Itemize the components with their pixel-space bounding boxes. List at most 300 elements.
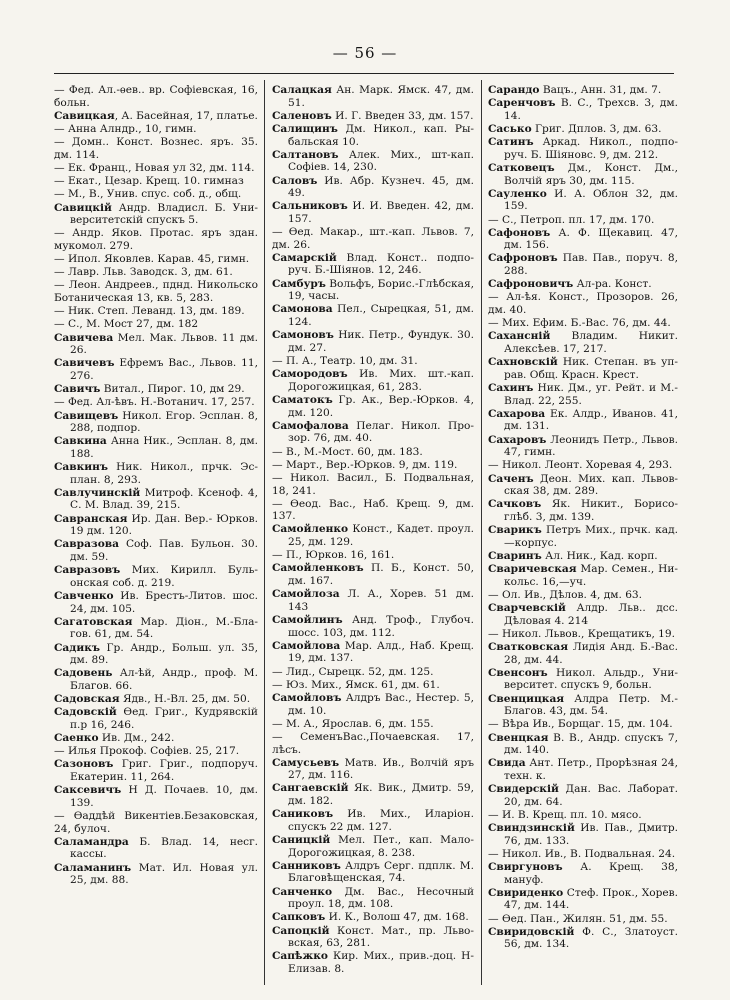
entry-details: Ник. Никол., прчк. Эсплан. 8, 293.: [70, 461, 258, 486]
entry-details: — В., М.-Мост. 60, дм. 183.: [272, 445, 423, 458]
entry-surname: Салацкая: [272, 84, 332, 96]
directory-entry: [54, 136, 258, 161]
directory-entry: [54, 487, 258, 512]
directory-entry: [54, 706, 258, 731]
directory-entry: [488, 317, 678, 330]
entry-details: Ир. Дан. Вер.- Юрков. 19 дм. 120.: [70, 512, 258, 538]
directory-entry: [272, 886, 474, 911]
directory-entry: [488, 97, 678, 122]
directory-entry: [272, 394, 474, 419]
entry-surname: Сапоцкій: [272, 924, 330, 937]
entry-surname: Сальниковъ: [272, 200, 348, 213]
directory-entry: [488, 693, 678, 718]
entry-details: Соф. Пав. Бульон. 30. дм. 59.: [70, 538, 258, 564]
entry-surname: Сатковецъ: [488, 161, 555, 174]
entry-details: Никол. Егор. Эсплан. 8, 288, подпор.: [70, 409, 258, 435]
entry-details: Деон. Мих. кап. Львовская 38, дм. 289.: [504, 472, 678, 498]
entry-details: — Ал-ѣя. Конст., Прозоров. 26, дм. 40.: [488, 291, 678, 317]
directory-entry: [272, 782, 474, 807]
entry-details: Пав. Пав., поруч. 8, 288.: [504, 252, 678, 278]
entry-details: — Никол. Леонт. Хоревая 4, 293.: [488, 459, 673, 472]
directory-entry: [488, 861, 678, 886]
entry-surname: Саченъ: [488, 472, 534, 485]
entry-details: — П. А., Театр. 10, дм. 31.: [272, 355, 418, 367]
page-number: — 56 —: [332, 44, 398, 62]
directory-entry: [488, 926, 678, 951]
directory-entry: [272, 252, 474, 277]
entry-surname: Савищевъ: [54, 409, 119, 422]
entry-surname: Сауленко: [488, 187, 547, 200]
entry-details: Л. А., Хорев. 51 дм. 143: [288, 588, 474, 613]
entry-details: Витал., Пирог. 10, дм 29.: [100, 383, 245, 396]
entry-details: — Ол. Ив., Дѣлов. 4, дм. 63.: [488, 588, 643, 601]
directory-entry: [272, 562, 474, 587]
entry-details: — Ипол. Яковлев. Карав. 45, гимн.: [54, 253, 250, 266]
entry-surname: Савицкій: [54, 201, 112, 214]
entry-surname: Саниковъ: [272, 808, 334, 821]
entry-details: Н Д. Почаев. 10, дм. 139.: [70, 784, 258, 809]
directory-entry: [272, 731, 474, 756]
entry-surname: Сахновскій: [488, 356, 558, 369]
directory-entry: [54, 188, 258, 201]
directory-entry: [54, 642, 258, 667]
directory-entry: [488, 123, 678, 136]
entry-details: Алек. Мих., шт-кап. Софіев. 14, 230.: [288, 148, 474, 174]
entry-details: Ал-ѣй, Андр., проф. М. Благов. 66.: [70, 667, 258, 692]
entry-details: Андр. Владисл. Б. Университетскій спускъ 5.: [70, 201, 258, 227]
directory-entry: [54, 175, 258, 188]
entry-details: Як. Вик., Дмитр. 59, дм. 182.: [288, 782, 474, 808]
entry-surname: Салтановъ: [272, 148, 339, 161]
entry-surname: Савичева: [54, 331, 114, 344]
entry-surname: Самойловъ: [272, 691, 342, 704]
directory-entry: [54, 227, 258, 252]
entry-details: , А. Басейная, 17, платье.: [114, 109, 258, 122]
entry-details: — С., М. Мост 27, дм. 182: [54, 318, 199, 331]
entry-details: — Домн.. Конст. Вознес. яръ. 35. дм. 114.: [54, 136, 258, 161]
entry-details: — Ѳеод. Вас., Наб. Крещ. 9, дм. 137.: [272, 497, 474, 523]
entry-details: Ник. Степан. въ управ. Общ. Красн. Крест.: [504, 356, 678, 381]
directory-entry: [488, 602, 678, 627]
entry-surname: Сваринъ: [488, 549, 542, 562]
directory-entry: [272, 472, 474, 497]
entry-surname: Самофалова: [272, 419, 349, 432]
entry-details: П. Б., Конст. 50, дм. 167.: [288, 562, 474, 588]
entry-details: — Илья Прокоф. Софіев. 25, 217.: [54, 745, 240, 758]
entry-details: — Юз. Мих., Ямск. 61, дм. 61.: [272, 678, 440, 691]
entry-details: — И. В. Крещ. пл. 10. мясо.: [488, 808, 642, 821]
directory-entry: [54, 410, 258, 435]
directory-entry: [272, 549, 474, 562]
entry-details: Дм., Конст. Дм., Волчій яръ 30, дм. 115.: [504, 161, 678, 187]
entry-details: Мар. Діон., М.-Благов. 61, дм. 54.: [70, 615, 258, 641]
entry-surname: Саренчовъ: [488, 97, 556, 110]
entry-surname: Сватковская: [488, 640, 569, 653]
directory-entry: [54, 810, 258, 835]
directory-entry: [54, 732, 258, 745]
entry-surname: Сварчевскій: [488, 602, 566, 614]
directory-entry: [272, 123, 474, 148]
entry-details: Алдръ Вас., Нестер. 5, дм. 10.: [288, 691, 474, 717]
entry-surname: Савлучинскій: [54, 486, 141, 499]
entry-surname: Сатинъ: [488, 136, 534, 149]
directory-entry: [272, 718, 474, 731]
entry-details: И. К., Волош 47, дм. 168.: [325, 911, 469, 924]
directory-entry: [54, 332, 258, 357]
entry-details: Дан. Вас. Лаборат. 20, дм. 64.: [504, 783, 678, 808]
entry-details: Мел. Пет., кап. Мало-Дорогожицкая, 8. 238.: [288, 834, 474, 859]
entry-details: Мар. Семен., Никольс. 16,—уч.: [504, 563, 678, 588]
directory-entry: [272, 666, 474, 679]
entry-details: Ник. Петр., Фундук. 30. дм. 27.: [288, 329, 474, 354]
entry-details: Анна Ник., Эсплан. 8, дм. 188.: [70, 435, 258, 460]
directory-entry: [488, 757, 678, 782]
entry-surname: Сагатовская: [54, 615, 133, 628]
entry-details: — Фед. Ал-ѣвъ. Н.-Вотанич. 17, 257.: [54, 396, 255, 409]
directory-entry: [54, 667, 258, 692]
directory-entry: [54, 253, 258, 266]
directory-entry: [488, 887, 678, 912]
directory-entry: [54, 110, 258, 123]
directory-entry: [272, 110, 474, 123]
entry-details: Григ. Григ., подпоруч. Екатерин. 11, 264.: [70, 758, 258, 784]
entry-surname: Саловъ: [272, 174, 318, 187]
entry-surname: Свиндзинскій: [488, 822, 575, 835]
entry-details: Дм. Вас., Несочный проул. 18, дм. 108.: [288, 885, 474, 911]
entry-details: Ив. Абр. Кузнеч. 45, дм. 49.: [288, 174, 474, 200]
directory-entry: [488, 641, 678, 666]
entry-surname: Савицкая: [54, 109, 115, 122]
directory-entry: [272, 303, 474, 328]
directory-entry: [54, 266, 258, 279]
entry-details: Як. Никит., Борисоглѣб. 3, дм. 139.: [504, 498, 678, 523]
entry-surname: Самонова: [272, 303, 333, 316]
entry-details: — Никол. Ив., В. Подвальная. 24.: [488, 847, 676, 860]
entry-details: А. Крещ. 38, мануф.: [504, 861, 678, 886]
entry-details: — Мих. Ефим. Б.-Вас. 76, дм. 44.: [488, 317, 671, 330]
entry-details: Ник. Дм., уг. Рейт. и М.-Влад. 22, 255.: [504, 381, 678, 407]
directory-entry: [488, 848, 678, 861]
directory-entry: [54, 202, 258, 227]
entry-details: А. Ф. Щекавиц. 47, дм. 156.: [504, 226, 678, 252]
directory-entry: [488, 589, 678, 602]
entry-surname: Савразовъ: [54, 564, 121, 577]
directory-entry: [488, 382, 678, 407]
directory-entry: [54, 435, 258, 460]
entry-details: Гр. Андр., Больш. ул. 35, дм. 89.: [70, 641, 258, 667]
entry-details: Дм. Никол., кап. Рыбальская 10.: [288, 122, 474, 148]
entry-details: — Андр. Яков. Протас. яръ здан. мукомол. 279.: [54, 227, 258, 252]
directory-entry: [488, 822, 678, 847]
directory-entry: [488, 524, 678, 549]
directory-entry: [54, 590, 258, 615]
entry-details: — М. А., Ярослав. 6, дм. 155.: [272, 717, 434, 730]
entry-surname: Сачковъ: [488, 498, 542, 511]
entry-details: Митроф. Ксеноф. 4, С. М. Влад. 39, 215.: [70, 486, 258, 512]
directory-entry: [488, 718, 678, 731]
entry-surname: Сахарова: [488, 407, 546, 420]
entry-surname: Свенцицкая: [488, 692, 565, 705]
entry-details: — Ник. Степ. Леванд. 13, дм. 189.: [54, 305, 245, 318]
entry-details: И. Г. Введен 33, дм. 157.: [331, 109, 474, 122]
directory-entry: [272, 420, 474, 445]
entry-details: Ф. С., Златоуст. 56, дм. 134.: [504, 925, 678, 951]
entry-details: Ив. Брестъ-Литов. шос. 24, дм. 105.: [70, 590, 258, 615]
entry-details: — Лид., Сырецк. 52, дм. 125.: [272, 665, 434, 678]
entry-surname: Савичевъ: [54, 357, 115, 370]
entry-details: Пел., Сырецкая, 51, дм. 124.: [288, 303, 474, 329]
entry-details: Гр. Ак., Вер.-Юрков. 4, дм. 120.: [288, 393, 474, 419]
entry-surname: Самоновъ: [272, 329, 334, 342]
entry-surname: Саламанинъ: [54, 861, 132, 874]
entry-surname: Сасько: [488, 122, 532, 135]
directory-entry: [54, 123, 258, 136]
entry-surname: Самойлоза: [272, 588, 340, 601]
entry-surname: Свенсонъ: [488, 666, 548, 679]
entry-surname: Самойленко: [272, 523, 349, 536]
directory-entry: [54, 461, 258, 486]
entry-surname: Саламандра: [54, 835, 129, 848]
directory-entry: [488, 809, 678, 822]
entry-surname: Саксевичъ: [54, 784, 122, 797]
entry-surname: Сварикъ: [488, 524, 542, 537]
directory-entry: [54, 616, 258, 641]
entry-details: Ив. Мих. шт.-кап. Дорогожицкая, 61, 283.: [288, 368, 474, 393]
directory-entry: [272, 860, 474, 885]
entry-details: — М., В., Унив. спус. соб. д., общ.: [54, 188, 242, 201]
entry-surname: Сахаровъ: [488, 433, 547, 446]
directory-entry: [488, 278, 678, 291]
entry-surname: Свида: [488, 757, 526, 770]
entry-details: Б. Влад. 14, несг. кассы.: [70, 835, 258, 861]
directory-entry: [272, 834, 474, 859]
directory-entry: [272, 84, 474, 109]
entry-surname: Свиргуновъ: [488, 861, 563, 873]
entry-details: Мел. Мак. Львов. 11 дм. 26.: [70, 331, 258, 357]
entry-details: Ант. Петр., Прорѣзная 24, техн. к.: [504, 757, 678, 782]
entry-surname: Санниковъ: [272, 859, 341, 872]
entry-surname: Саматокъ: [272, 393, 333, 406]
entry-details: Петръ Мих., прчк. кад. —корпус.: [504, 524, 678, 549]
directory-entry: [54, 745, 258, 758]
directory-entry: [488, 162, 678, 187]
entry-details: Вольфъ, Борис.-Глѣбская, 19, часы.: [288, 277, 475, 303]
entry-details: Ив. Пав., Дмитр. 76, дм. 133.: [504, 822, 678, 847]
directory-entry: [488, 214, 678, 227]
directory-entry: [488, 783, 678, 808]
entry-details: Ефремъ Вас., Львов. 11, 276.: [70, 357, 258, 382]
directory-entry: [54, 383, 258, 396]
entry-surname: Сахансній: [488, 330, 551, 343]
entry-surname: Сазоновъ: [54, 758, 114, 771]
directory-entry: [54, 513, 258, 538]
directory-entry: [54, 162, 258, 175]
entry-details: В. В., Андр. спускъ 7, дм. 140.: [504, 731, 678, 757]
entry-surname: Самбуръ: [272, 277, 326, 290]
directory-entry: [488, 550, 678, 563]
entry-surname: Сваричевская: [488, 563, 577, 576]
directory-entry: [488, 563, 678, 588]
directory-entry: [488, 913, 678, 926]
entry-details: Лидія Анд. Б.-Вас. 28, дм. 44.: [504, 640, 678, 666]
column-3: [488, 84, 678, 984]
entry-details: — СеменъВас.,Почаевская. 17, лѣсъ.: [272, 730, 474, 756]
directory-entry: [488, 667, 678, 692]
entry-surname: Сапѣжко: [272, 950, 328, 963]
directory-entry: [488, 188, 678, 213]
entry-details: Мат. Ил. Новая ул. 25, дм. 88.: [70, 861, 258, 887]
entry-surname: Сафроновъ: [488, 252, 558, 265]
entry-details: Алдръ Серг. пдплк. М. Благовѣщенская, 74.: [288, 859, 474, 885]
entry-details: Конст. Мат., пр. Львовская, 63, 281.: [288, 924, 474, 950]
entry-details: — Лавр. Льв. Заводск. 3, дм. 61.: [54, 266, 233, 279]
directory-entry: [54, 836, 258, 861]
directory-entry: [272, 226, 474, 251]
entry-details: Ив. Мих., Иларіон. спускъ 22 дм. 127.: [288, 808, 474, 833]
directory-entry: [488, 628, 678, 641]
directory-entry: [54, 564, 258, 589]
directory-entry: [272, 614, 474, 639]
entry-details: — С., Петроп. пл. 17, дм. 170.: [488, 213, 655, 226]
directory-entry: [488, 732, 678, 757]
entry-surname: Садовень: [54, 667, 113, 680]
entry-details: — Ек. Франц., Новая ул 32, дм. 114.: [54, 161, 255, 174]
header-rule: [54, 73, 674, 74]
directory-entry: [54, 396, 258, 409]
entry-details: — Вѣра Ив., Борщаг. 15, дм. 104.: [488, 718, 673, 731]
entry-surname: Саницкій: [272, 834, 331, 847]
entry-surname: Свенцкая: [488, 731, 549, 744]
entry-surname: Сангаевскій: [272, 782, 349, 795]
directory-entry: [272, 200, 474, 225]
directory-entry: [272, 692, 474, 717]
entry-surname: Самойленковъ: [272, 562, 364, 575]
entry-surname: Самойлинъ: [272, 614, 343, 626]
entry-details: Мар. Алд., Наб. Крещ. 19, дм. 137.: [288, 639, 474, 665]
column-1: [54, 84, 258, 984]
directory-entry: [54, 305, 258, 318]
directory-entry: [272, 925, 474, 950]
entry-surname: Сафроновичъ: [488, 278, 574, 291]
entry-surname: Санченко: [272, 885, 333, 898]
entry-surname: Садикъ: [54, 641, 100, 654]
entry-details: Никол. Альдр., Университет. спускъ 9, больн.: [504, 666, 678, 692]
directory-entry: [54, 693, 258, 706]
directory-entry: [272, 498, 474, 523]
directory-entry: [272, 368, 474, 393]
entry-details: Конст., Кадет. проул. 25, дм. 129.: [288, 523, 474, 549]
entry-surname: Сарандо: [488, 84, 540, 96]
entry-details: Ан. Марк. Ямск. 47, дм. 51.: [288, 84, 474, 109]
directory-entry: [488, 459, 678, 472]
directory-entry: [488, 227, 678, 252]
column-divider: [264, 80, 265, 985]
entry-details: — Никол. Львов., Крещатикъ, 19.: [488, 627, 676, 640]
entry-surname: Савразова: [54, 538, 119, 551]
entry-details: Алдр. Льв.. дсс. Дѣловая 4. 214: [504, 602, 678, 627]
directory-entry: [488, 498, 678, 523]
entry-surname: Самусьевъ: [272, 756, 340, 769]
entry-surname: Самойлова: [272, 639, 341, 652]
directory-entry: [488, 473, 678, 498]
entry-details: И. А. Облон 32, дм. 159.: [504, 187, 678, 213]
entry-details: Владим. Никит. Алексѣев. 17, 217.: [504, 330, 678, 355]
entry-details: Ѳед. Григ., Кудрявскій п.р 16, 246.: [70, 706, 258, 731]
entry-details: Ядв., Н.-Вл. 25, дм. 50.: [119, 693, 251, 706]
directory-entry: [272, 149, 474, 174]
entry-details: — Март., Вер.-Юрков. 9, дм. 119.: [272, 458, 458, 471]
entry-details: — Ѳед. Пан., Жилян. 51, дм. 55.: [488, 912, 668, 925]
directory-entry: [272, 808, 474, 833]
entry-details: Пелаг. Никол. Прозор. 76, дм. 40.: [288, 419, 474, 445]
entry-details: — Ѳед. Макар., шт.-кап. Львов. 7, дм. 26.: [272, 226, 474, 251]
entry-details: Матв. Ив., Волчій яръ 27, дм. 116.: [288, 756, 474, 782]
entry-details: Стеф. Прок., Хорев. 47, дм. 144.: [504, 886, 678, 912]
column-divider: [481, 80, 482, 985]
directory-entry: [272, 278, 474, 303]
entry-surname: Самарскій: [272, 251, 337, 264]
entry-surname: Саленовъ: [272, 109, 332, 122]
directory-entry: [488, 408, 678, 433]
entry-surname: Савченко: [54, 590, 114, 602]
entry-surname: Сапковъ: [272, 911, 326, 924]
entry-surname: Самородовъ: [272, 368, 348, 381]
entry-details: Григ. Дплов. 3, дм. 63.: [531, 122, 662, 135]
entry-details: Аркад. Никол., подпоруч. Б. Шіяновс. 9, дм. 212.: [504, 136, 678, 161]
entry-details: Ал-ра. Конст.: [573, 278, 652, 291]
directory-entry: [272, 588, 474, 613]
directory-entry: [272, 757, 474, 782]
directory-entry: [54, 279, 258, 304]
entry-surname: Салищинъ: [272, 122, 338, 135]
directory-entry: [54, 357, 258, 382]
directory-entry: [488, 136, 678, 161]
entry-details: — Леон. Андреев., пднд. Никольско Ботаническая 13, кв. 5, 283.: [54, 279, 258, 305]
directory-entry: [54, 758, 258, 783]
directory-entry: [488, 291, 678, 316]
entry-surname: Садовскій: [54, 706, 117, 719]
entry-details: Мих. Кирилл. Бульонская соб. д. 219.: [70, 564, 258, 589]
directory-entry: [54, 318, 258, 331]
entry-surname: Савкина: [54, 435, 107, 448]
entry-details: Алдра Петр. М.-Благов. 43, дм. 54.: [504, 692, 678, 718]
directory-entry: [272, 950, 474, 975]
entry-details: Вацъ., Анн. 31, дм. 7.: [539, 84, 662, 96]
entry-details: — Фед. Ал.-ѳев.. вр. Софіевская, 16, больн.: [54, 84, 258, 109]
directory-entry: [54, 784, 258, 809]
entry-surname: Савкинъ: [54, 461, 109, 474]
entry-surname: Саенко: [54, 732, 99, 745]
directory-entry: [54, 84, 258, 109]
entry-details: Ив. Дм., 242.: [98, 732, 175, 745]
directory-entry: [272, 459, 474, 472]
entry-details: Кир. Мих., прив.-доц. Н-Елизав. 8.: [288, 950, 474, 975]
directory-entry: [272, 175, 474, 200]
entry-surname: Савранская: [54, 512, 128, 525]
entry-details: Ал. Ник., Кад. корп.: [541, 549, 658, 562]
directory-entry: [272, 911, 474, 924]
directory-entry: [488, 330, 678, 355]
entry-surname: Свиридовскій: [488, 925, 575, 938]
entry-details: Влад. Конст.. подпоруч. Б.-Шіянов. 12, 246.: [288, 251, 474, 277]
directory-entry: [54, 862, 258, 887]
entry-surname: Сафоновъ: [488, 226, 551, 239]
entry-surname: Свириденко: [488, 886, 564, 899]
directory-entry: [272, 523, 474, 548]
entry-details: — П., Юрков. 16, 161.: [272, 549, 395, 562]
directory-entry: [54, 538, 258, 563]
column-2: [272, 84, 474, 984]
